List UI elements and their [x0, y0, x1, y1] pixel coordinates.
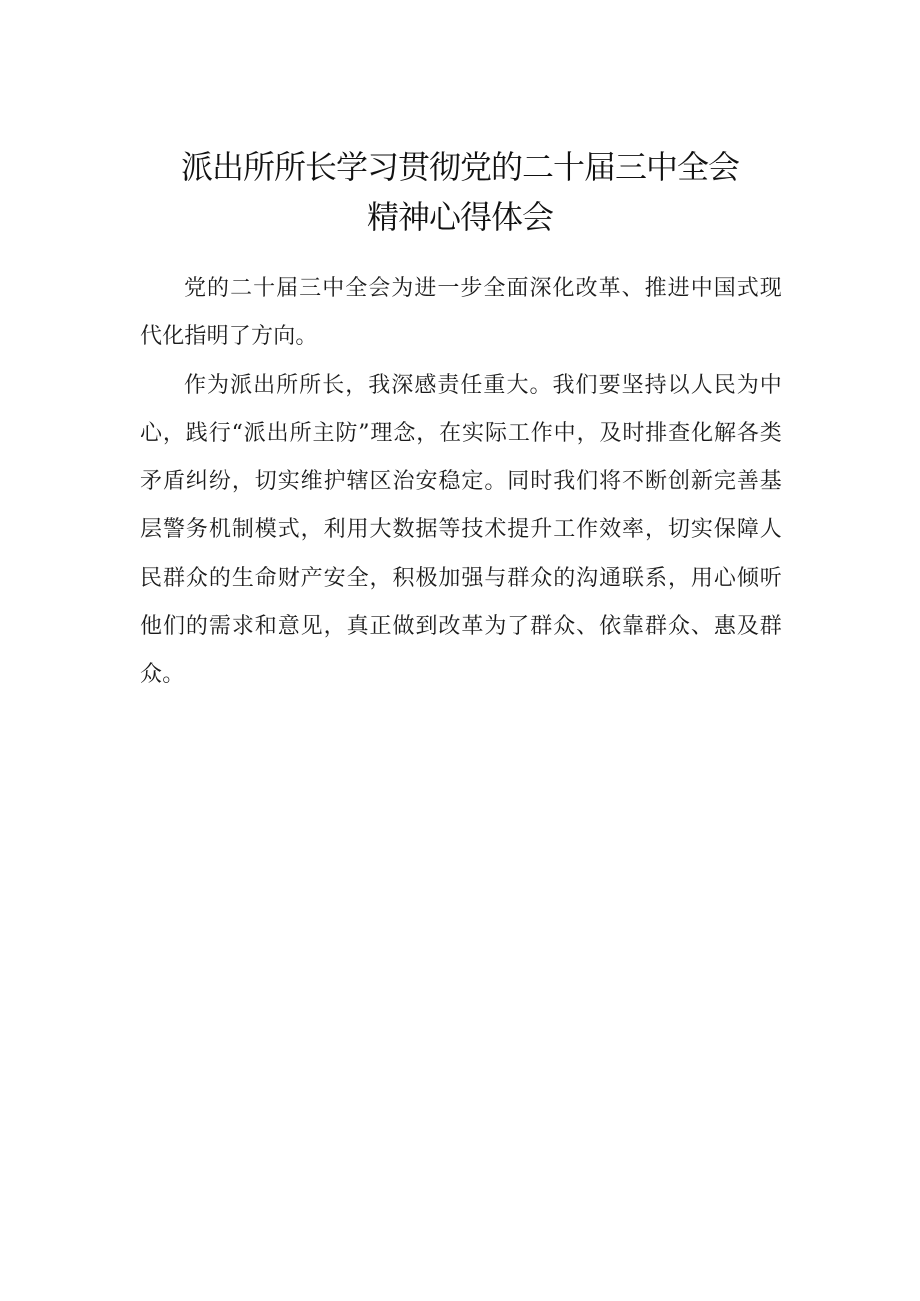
title-line-1: 派出所所长学习贯彻党的二十届三中全会 — [180, 148, 739, 186]
document-title — [140, 142, 780, 242]
document-body — [140, 265, 782, 700]
title-line-2: 精神心得体会 — [366, 198, 553, 236]
paragraph-1: 党的二十届三中全会为进一步全面深化改革、推进中国式现代化指明了方向。 — [140, 276, 782, 350]
paragraph-2: 作为派出所所长，我深感责任重大。我们要坚持以人民为中心，践行“派出所主防”理念，在实际工作中，及时排查化解各类矛盾纠纷，切实维护辖区治安稳定。同时我们将不断创新完善基层警务机制模式，利用大数据等技术提升工作效率，切实保障人民群众的生命财产安全，积极加强与群众的沟通联系，用心倾听他们的需求和意见，真正做到改革为了群众、依靠群众、惠及群众。 — [140, 372, 782, 688]
